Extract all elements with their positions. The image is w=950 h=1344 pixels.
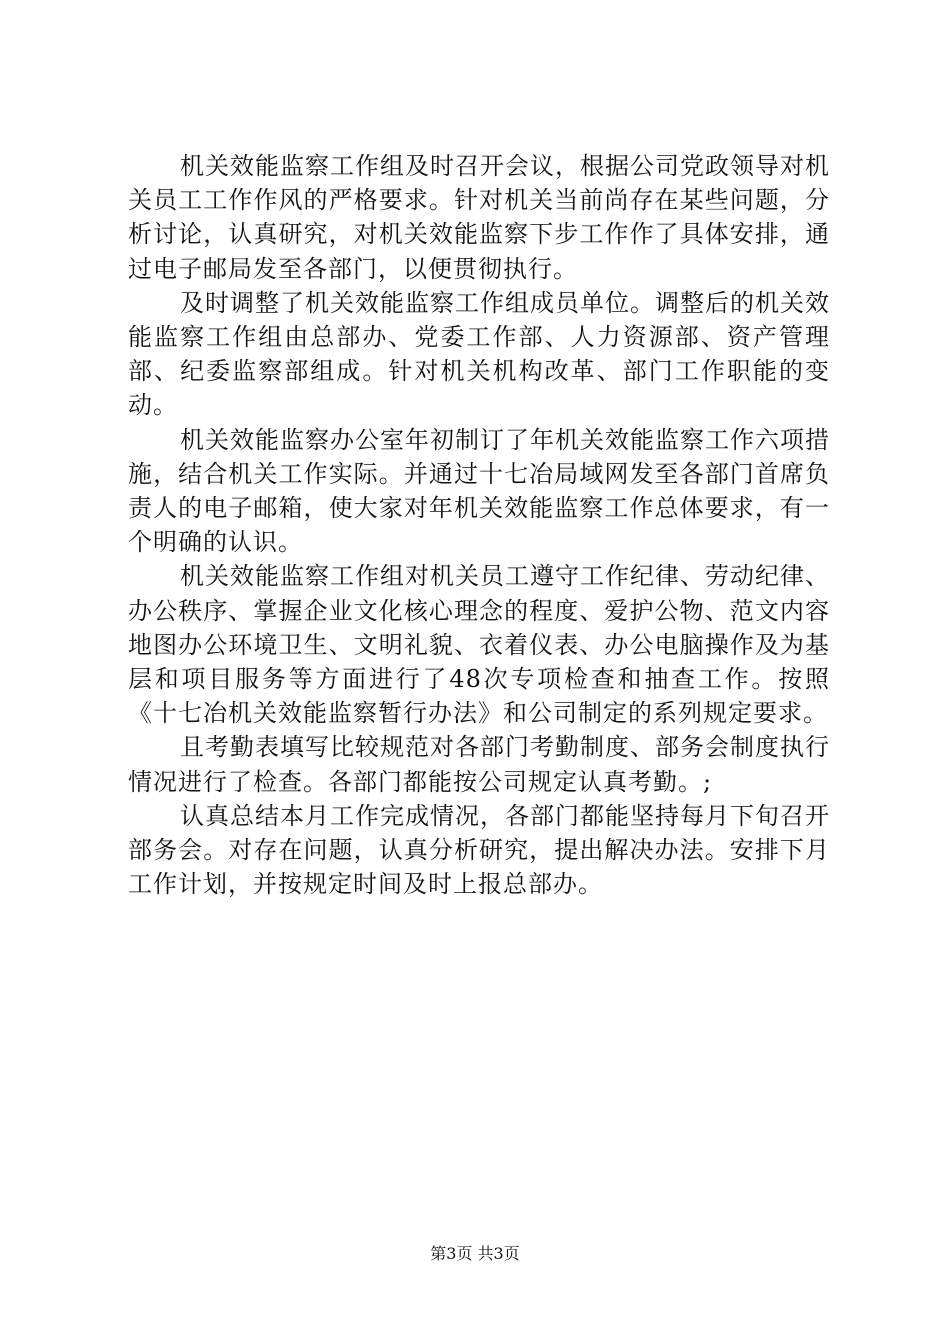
paragraph-3: 机关效能监察办公室年初制订了年机关效能监察工作六项措施，结合机关工作实际。并通过十七冶局域网发至各部门首席负责人的电子邮箱，使大家对年机关效能监察工作总体要求，有一个明确的认识。 bbox=[128, 425, 830, 557]
paragraph-1: 机关效能监察工作组及时召开会议，根据公司党政领导对机关员工工作作风的严格要求。针对机关当前尚存在某些问题，分析讨论，认真研究，对机关效能监察下步工作作了具体安排，通过电子邮局发至各部门，以便贯彻执行。 bbox=[128, 152, 830, 283]
document-body bbox=[128, 149, 830, 901]
page-footer: 第3页 共3页 bbox=[430, 1244, 520, 1263]
paragraph-5: 且考勤表填写比较规范对各部门考勤制度、部务会制度执行情况进行了检查。各部门都能按公司规定认真考勤。; bbox=[128, 733, 830, 796]
paragraph-2: 及时调整了机关效能监察工作组成员单位。调整后的机关效能监察工作组由总部办、党委工作部、人力资源部、资产管理部、纪委监察部组成。针对机关机构改革、部门工作职能的变动。 bbox=[128, 288, 830, 420]
paragraph-6: 认真总结本月工作完成情况，各部门都能坚持每月下旬召开部务会。对存在问题，认真分析研究，提出解决办法。安排下月工作计划，并按规定时间及时上报总部办。 bbox=[128, 801, 830, 899]
paragraph-4: 机关效能监察工作组对机关员工遵守工作纪律、劳动纪律、办公秩序、掌握企业文化核心理念的程度、爱护公物、范文内容地图办公环境卫生、文明礼貌、衣着仪表、办公电脑操作及为基层和项目服务等方面进行了48次专项检查和抽查工作。按照《十七冶机关效能监察暂行办法》和公司制定的系列规定要求。 bbox=[128, 562, 830, 728]
